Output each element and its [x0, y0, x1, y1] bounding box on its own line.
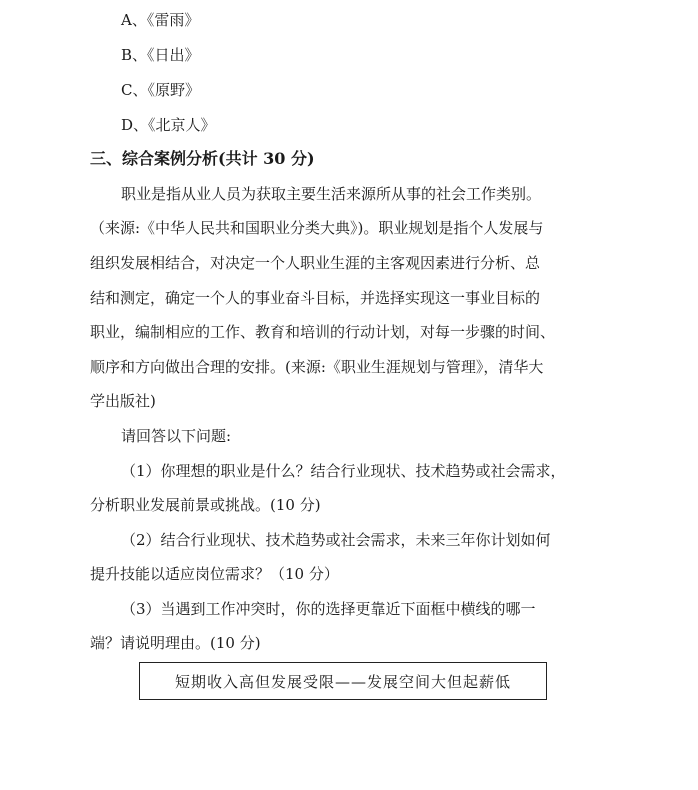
choice-spectrum-box	[139, 662, 547, 700]
passage-line: 结和测定，确定一个人的事业奋斗目标，并选择实现这一事业目标的	[90, 289, 541, 307]
passage-line: 顺序和方向做出合理的安排。(来源:《职业生涯规划与管理》，清华大	[90, 358, 544, 376]
question-1-line-1: （1）你理想的职业是什么？结合行业现状、技术趋势或社会需求，	[121, 462, 566, 480]
section-heading: 三、综合案例分析(共计 30 分)	[90, 149, 315, 168]
option-b: B、《日出》	[121, 46, 200, 64]
question-1-line-2: 分析职业发展前景或挑战。(10 分)	[90, 496, 321, 514]
question-2-line-1: （2）结合行业现状、技术趋势或社会需求，未来三年你计划如何	[121, 531, 551, 549]
option-c: C、《原野》	[121, 81, 200, 99]
question-2-line-2: 提升技能以适应岗位需求？（10 分）	[90, 565, 339, 583]
passage-line: 学出版社)	[90, 392, 156, 410]
questions-prompt: 请回答以下问题:	[121, 427, 232, 445]
passage-line: 组织发展相结合，对决定一个人职业生涯的主客观因素进行分析、总	[90, 254, 541, 272]
passage-line: 职业，编制相应的工作、教育和培训的行动计划，对每一步骤的时间、	[90, 323, 556, 341]
choice-spectrum-text: 短期收入高但发展受限——发展空间大但起薪低	[174, 672, 511, 691]
passage-line: 职业是指从业人员为获取主要生活来源所从事的社会工作类别。	[121, 185, 542, 203]
passage-line: （来源:《中华人民共和国职业分类大典》)。职业规划是指个人发展与	[90, 219, 544, 237]
option-d: D、《北京人》	[121, 116, 216, 134]
question-3-line-2: 端？请说明理由。(10 分)	[90, 634, 261, 652]
option-a: A、《雷雨》	[121, 11, 200, 29]
question-3-line-1: （3）当遇到工作冲突时，你的选择更靠近下面框中横线的哪一	[121, 600, 536, 618]
